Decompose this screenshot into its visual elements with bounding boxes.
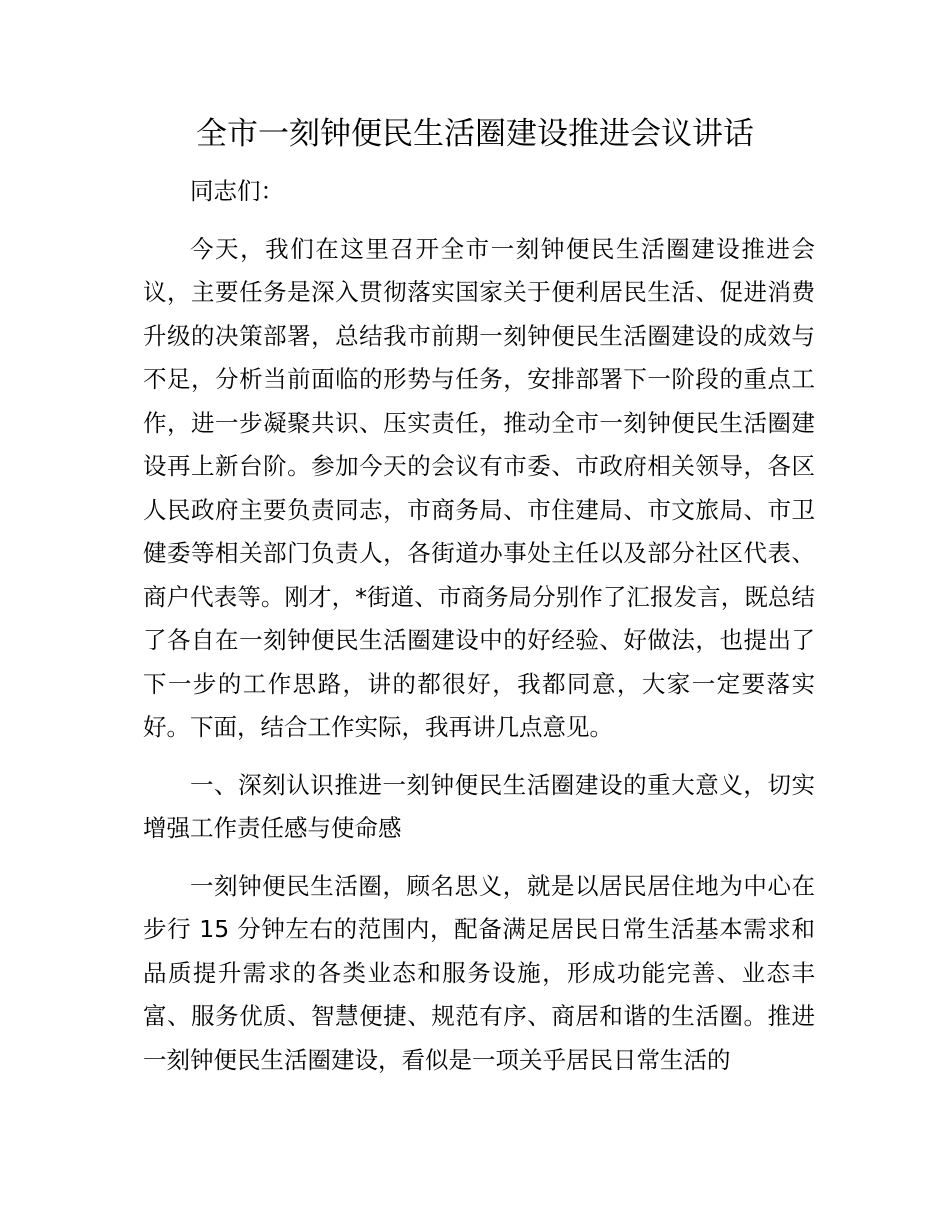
document-body xyxy=(143,170,815,1082)
section-heading-1: 一、深刻认识推进一刻钟便民生活圈建设的重大意义，切实增强工作责任感与使命感 xyxy=(143,770,815,842)
document-title: 全市一刻钟便民生活圈建设推进会议讲话 xyxy=(196,116,754,152)
intro-paragraph: 今天，我们在这里召开全市一刻钟便民生活圈建设推进会议，主要任务是深入贯彻落实国家关于便利居民生活、促进消费升级的决策部署，总结我市前期一刻钟便民生活圈建设的成效与不足，分析当前面临的形势与任务，安排部署下一阶段的重点工作，进一步凝聚共识、压实责任，推动全市一刻钟便民生活圈建设再上新台阶。参加今天的会议有市委、市政府相关领导，各区人民政府主要负责同志，市商务局、市住建局、市文旅局、市卫健委等相关部门负责人，各街道办事处主任以及部分社区代表、商户代表等。刚才，*街道、市商务局分别作了汇报发言，既总结了各自在一刻钟便民生活圈建设中的好经验、好做法，也提出了下一步的工作思路，讲的都很好，我都同意，大家一定要落实好。下面，结合工作实际，我再讲几点意见。 xyxy=(143,234,815,741)
section-1-paragraph: 一刻钟便民生活圈，顾名思义，就是以居民居住地为中心在步行 15 分钟左右的范围内，配备满足居民日常生活基本需求和品质提升需求的各类业态和服务设施，形成功能完善、业态丰富、服务优质、智慧便捷、规范有序、商居和谐的生活圈。推进一刻钟便民生活圈建设，看似是一项关乎居民日常生活的 xyxy=(143,871,815,1074)
salutation: 同志们： xyxy=(190,177,284,205)
